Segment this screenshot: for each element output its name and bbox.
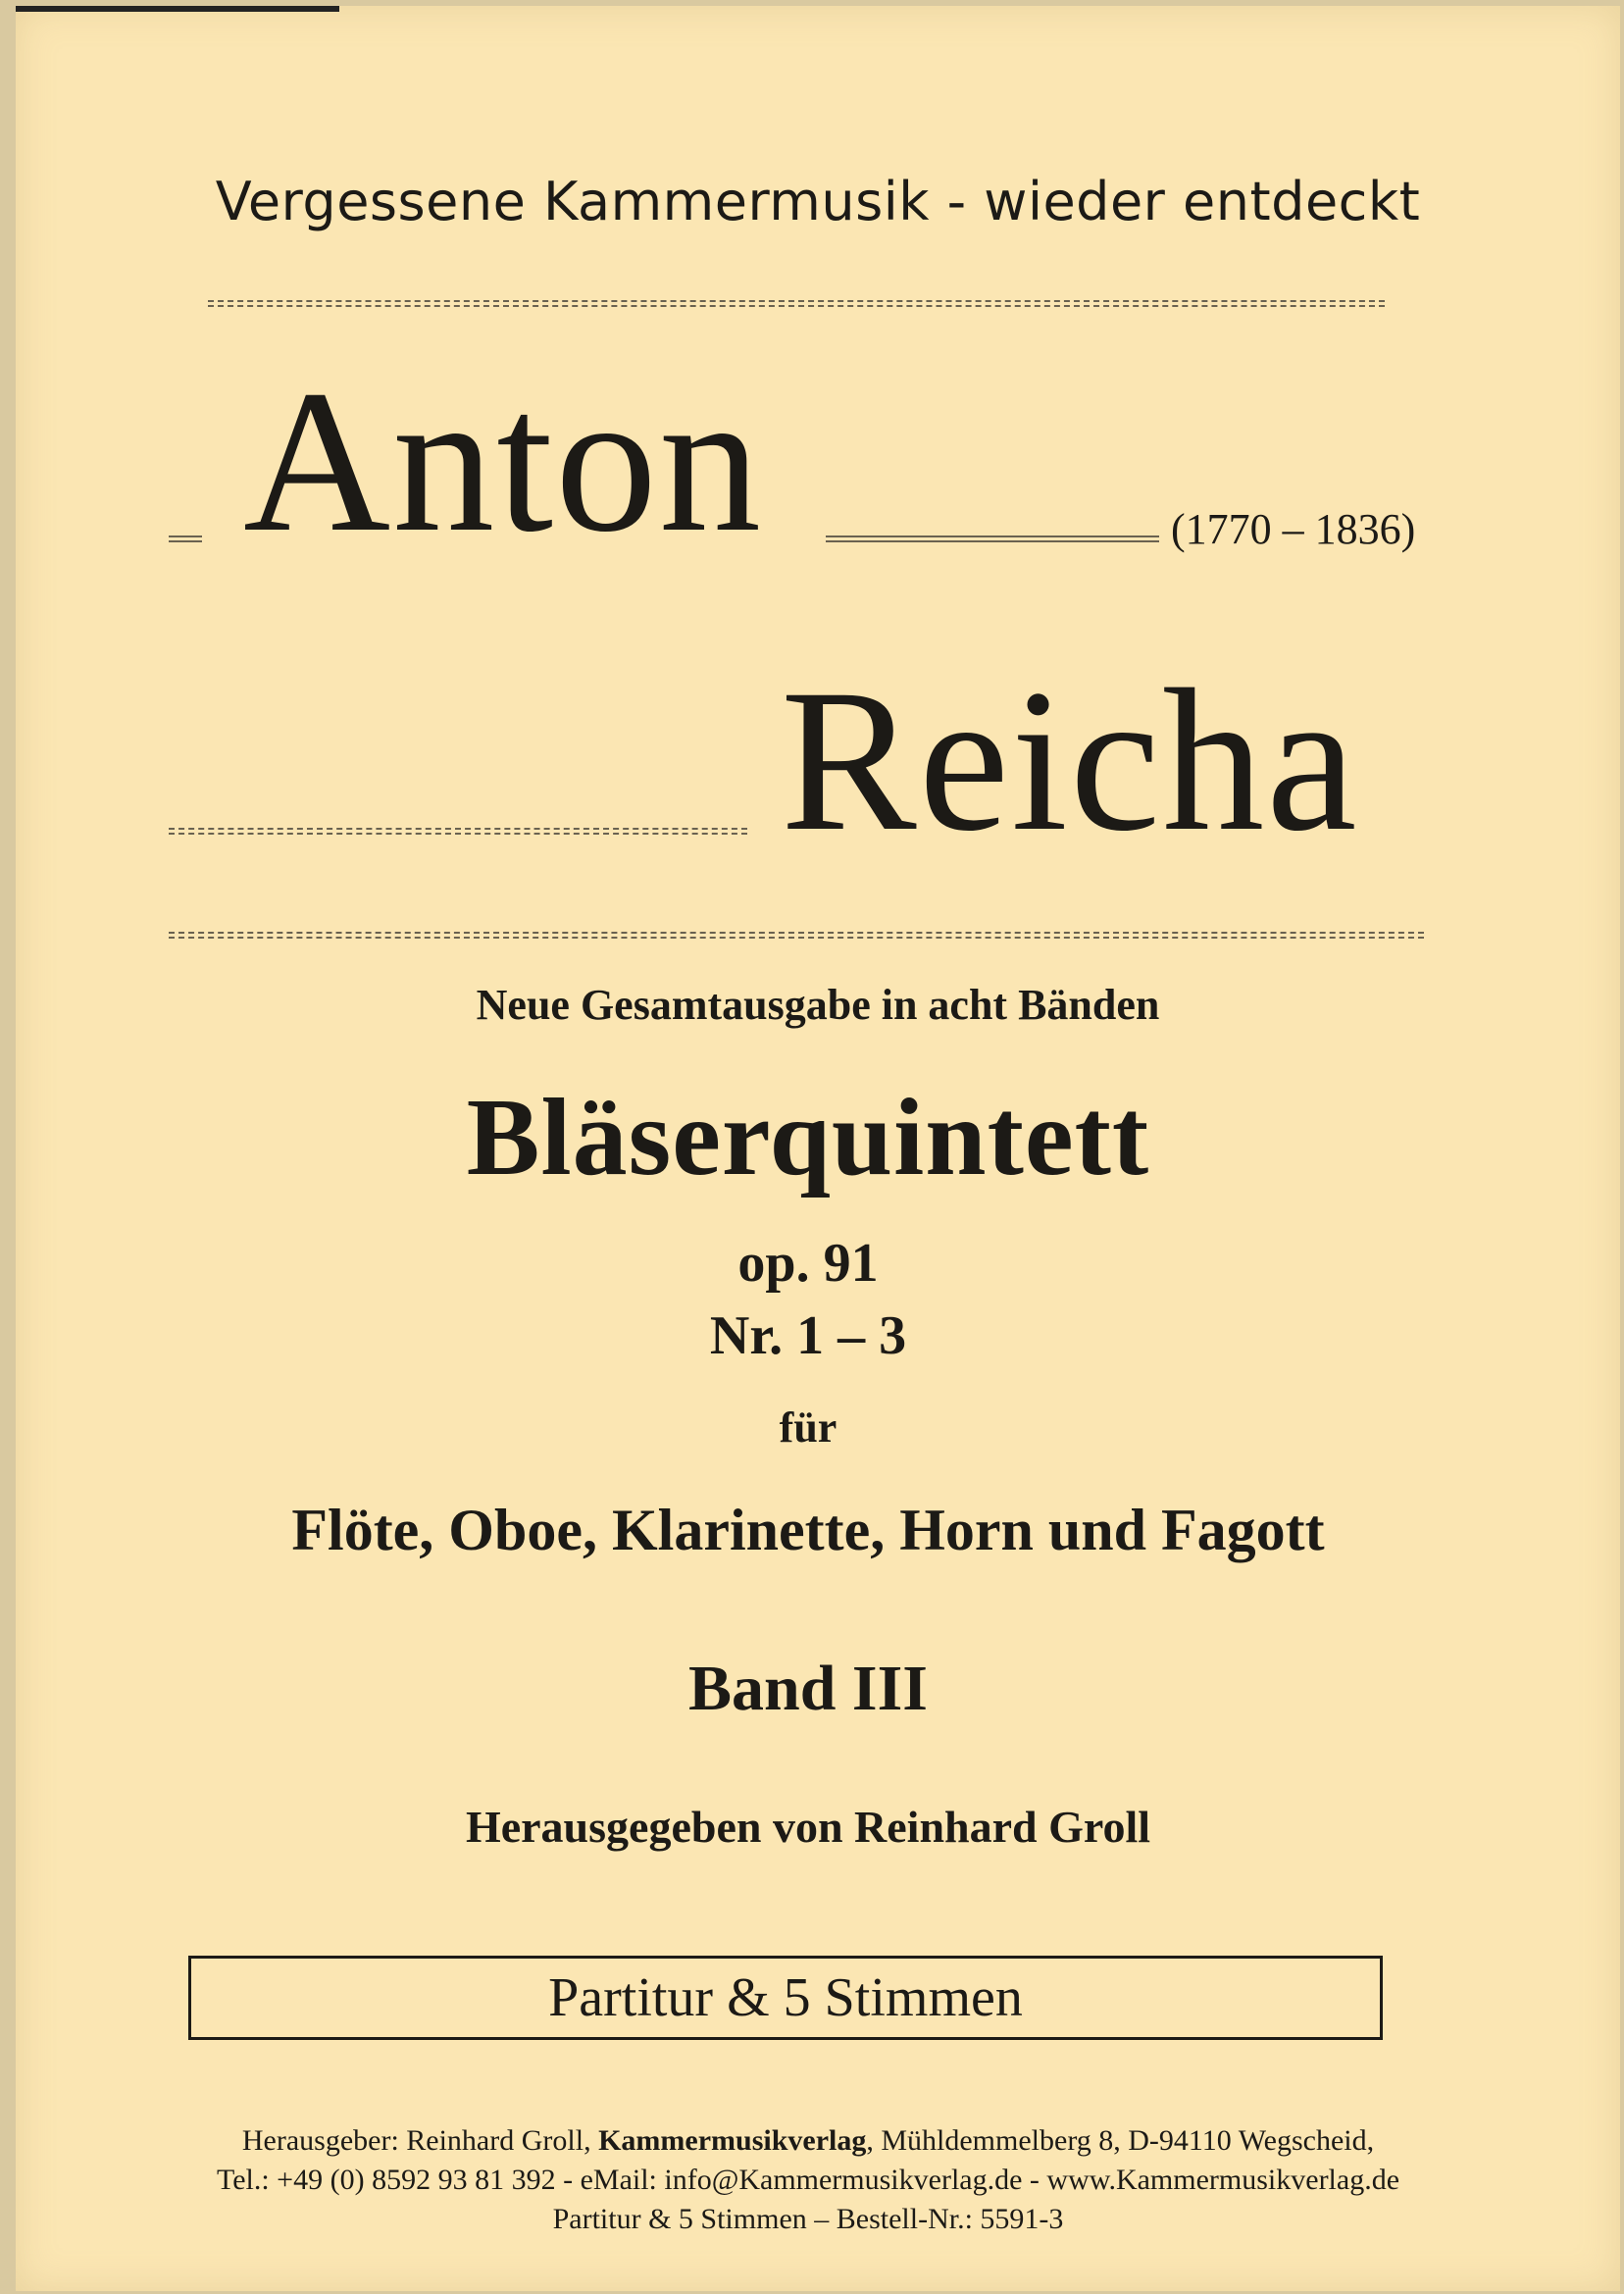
divider-rule-before-last-name bbox=[169, 828, 747, 835]
footer-order-line: Partitur & 5 Stimmen – Bestell-Nr.: 5591-3 bbox=[552, 2203, 1064, 2235]
opus-number: op. 91 bbox=[737, 1233, 879, 1294]
instrumentation: Flöte, Oboe, Klarinette, Horn und Fagott bbox=[291, 1498, 1325, 1562]
composer-last-name: Reicha bbox=[781, 647, 1359, 873]
footer-publisher-line bbox=[16, 2124, 1600, 2158]
divider-rule-left-short bbox=[169, 535, 202, 542]
footer-publisher-name: Kammermusikverlag bbox=[598, 2124, 867, 2157]
divider-rule-middle bbox=[169, 932, 1424, 939]
scan-edge-bar bbox=[16, 6, 339, 12]
for-label: für bbox=[779, 1403, 837, 1452]
footer-publisher-prefix: Herausgeber: Reinhard Groll, bbox=[241, 2124, 591, 2157]
footer-contact-line: Tel.: +49 (0) 8592 93 81 392 - eMail: info@Kammermusikverlag.de - www.Kammermusikverlag.de bbox=[216, 2164, 1400, 2196]
composer-first-name: Anton bbox=[243, 348, 763, 574]
volume-label: Band III bbox=[688, 1653, 928, 1724]
footer-publisher-address: , Mühldemmelberg 8, D-94110 Wegscheid, bbox=[866, 2124, 1375, 2157]
edition-line: Neue Gesamtausgabe in acht Bänden bbox=[476, 981, 1160, 1029]
series-title: Vergessene Kammermusik - wieder entdeckt bbox=[215, 171, 1421, 232]
divider-rule-top bbox=[208, 300, 1385, 307]
work-title: Bläserquintett bbox=[466, 1077, 1150, 1198]
composer-life-dates: (1770 – 1836) bbox=[1171, 505, 1416, 553]
editor-line: Herausgegeben von Reinhard Groll bbox=[465, 1802, 1151, 1852]
cover-page bbox=[16, 6, 1620, 2291]
format-box: Partitur & 5 Stimmen bbox=[188, 1956, 1383, 2040]
work-numbers: Nr. 1 – 3 bbox=[709, 1305, 907, 1366]
divider-rule-after-first-name bbox=[826, 535, 1159, 542]
